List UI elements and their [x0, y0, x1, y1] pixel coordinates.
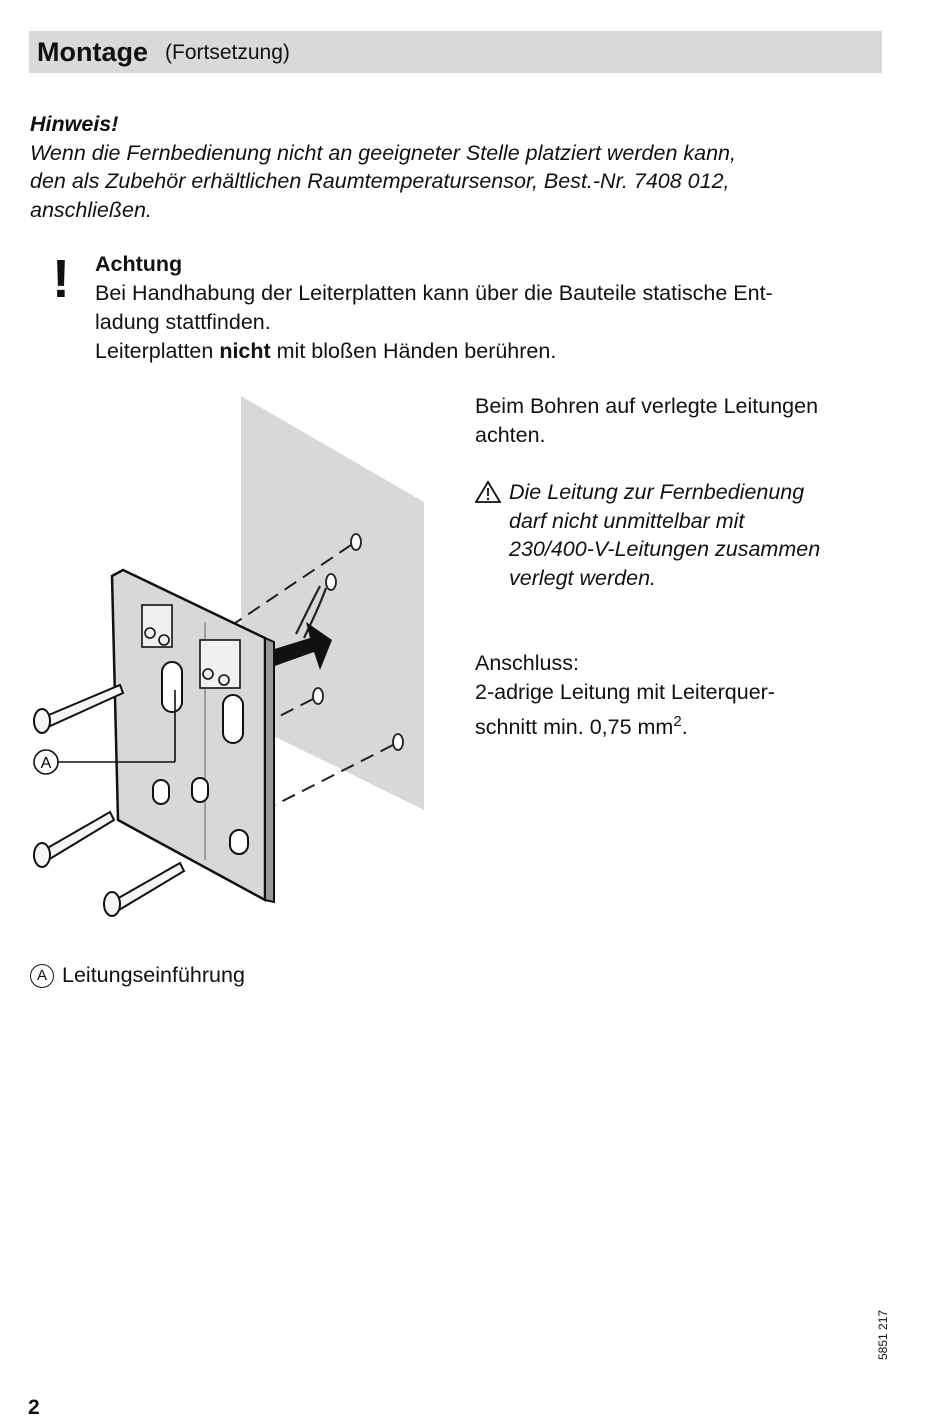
drill-note-line: achten.	[475, 423, 546, 447]
caution-block	[95, 250, 895, 366]
drill-hole	[313, 688, 323, 704]
warning-line: verlegt werden.	[509, 565, 656, 590]
exclamation-icon: !	[52, 249, 70, 309]
connection-line: 2-adrige Leitung mit Leiterquer-	[475, 680, 775, 704]
note-title: Hinweis!	[30, 112, 119, 136]
screw	[34, 685, 123, 733]
mounting-illustration	[20, 390, 440, 920]
connection-text: .	[681, 715, 688, 740]
legend	[30, 960, 245, 990]
drill-note-line: Beim Bohren auf verlegte Leitungen	[475, 394, 819, 418]
plate-back-edge	[265, 638, 274, 902]
drill-hole	[393, 734, 403, 750]
connection-title: Anschluss:	[475, 651, 579, 675]
connection-line	[475, 707, 895, 742]
drill-note	[475, 392, 895, 450]
note-line: anschließen.	[30, 197, 152, 222]
mount-slot	[230, 830, 248, 854]
drill-hole	[351, 534, 361, 550]
caution-title: Achtung	[95, 252, 183, 276]
warning-line: 230/400-V-Leitungen zusammen	[509, 537, 821, 561]
warning-line: darf nicht unmittelbar mit	[509, 508, 745, 533]
screw	[34, 812, 114, 867]
warning-triangle-icon	[475, 481, 501, 503]
caution-text: mit bloßen Händen berühren.	[270, 339, 557, 363]
legend-marker: A	[30, 964, 54, 988]
document-number: 5851 217	[876, 1309, 890, 1360]
note-line: Wenn die Fernbedienung nicht an geeigneter Stelle platziert werden kann,	[30, 140, 736, 165]
cable-slot	[162, 662, 182, 712]
mount-slot	[153, 780, 169, 804]
caution-text: Leiterplatten	[95, 339, 220, 363]
section-header	[29, 31, 882, 73]
connection-text: schnitt min. 0,75 mm	[475, 715, 674, 740]
note-line: den als Zubehör erhältlichen Raumtemperatursensor, Best.-Nr. 7408 012,	[30, 169, 730, 193]
drill-hole	[326, 574, 336, 590]
mount-slot	[192, 778, 208, 802]
caution-emphasis: nicht	[219, 339, 271, 363]
legend-text: Leitungseinführung	[62, 963, 245, 987]
caution-line	[95, 337, 895, 366]
terminal-block-right	[200, 640, 240, 688]
caution-line: Bei Handhabung der Leiterplatten kann über die Bauteile statische Ent-	[95, 281, 773, 305]
superscript: 2	[673, 713, 682, 730]
warning-line: Die Leitung zur Fernbedienung	[509, 480, 805, 504]
warning-block	[475, 478, 895, 592]
screw	[104, 863, 184, 916]
section-subtitle: (Fortsetzung)	[165, 41, 290, 64]
caution-line: ladung stattfinden.	[95, 310, 271, 334]
note-block	[30, 110, 880, 224]
callout-label: A	[40, 755, 52, 772]
terminal-block-left	[142, 605, 172, 647]
cable-slot	[223, 695, 243, 743]
section-title: Montage	[37, 37, 148, 67]
page-number: 2	[28, 1396, 40, 1419]
connection-info	[475, 649, 895, 742]
